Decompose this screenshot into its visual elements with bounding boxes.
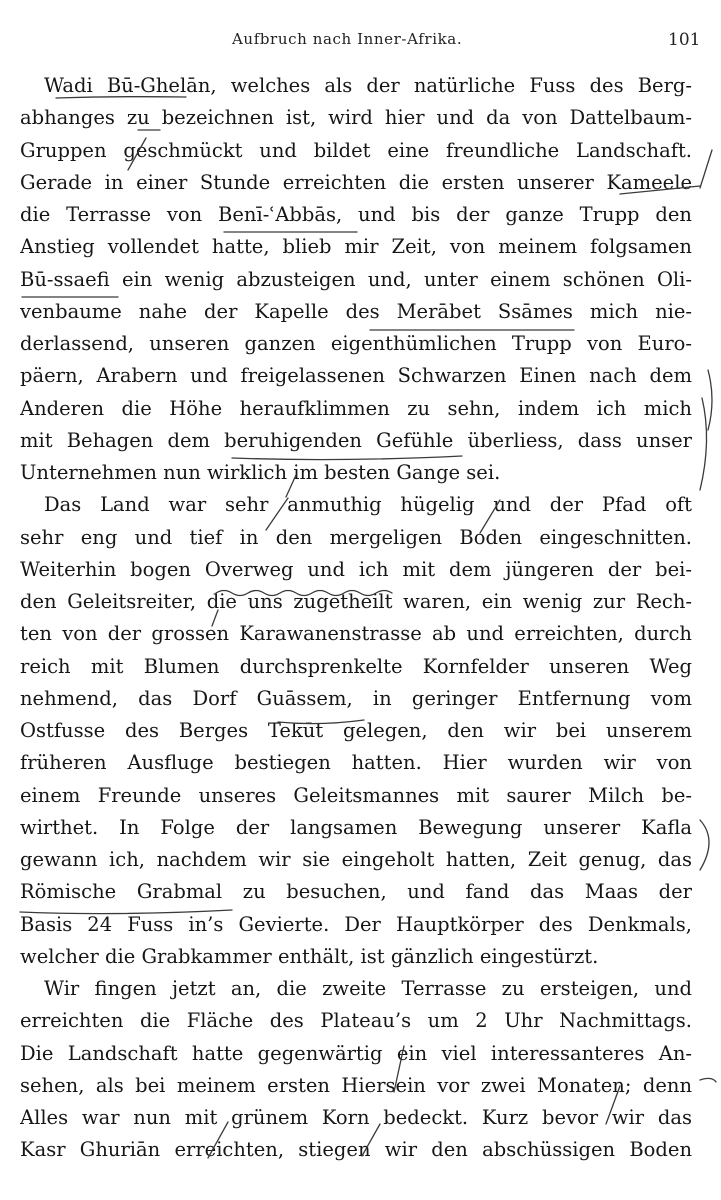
text-line: venbaume nahe der Kapelle des Merābet Ssāmes mich nie- (20, 299, 692, 323)
text-line: Alles war nun mit grünem Korn bedeckt. Kurz bevor wir das (20, 1106, 692, 1129)
text-line: Das Land war sehr anmuthig hügelig und der Pfad oft (44, 493, 692, 517)
text-line: Gruppen geschmückt und bildet eine freundliche Landschaft. (20, 138, 692, 162)
text-line: Wir fingen jetzt an, die zweite Terrasse zu ersteigen, und (44, 977, 692, 1000)
text-line: sehr eng und tief in den mergeligen Boden eingeschnitten. (20, 525, 692, 549)
text-line: mit Behagen dem beruhigenden Gefühle überliess, dass unser (20, 428, 692, 452)
paragraph-3 (20, 973, 692, 1167)
text-line: Unternehmen nun wirklich im besten Gange sei. (20, 461, 501, 484)
text-line: päern, Arabern und freigelassenen Schwarzen Einen nach dem (20, 364, 692, 388)
text-line: Wadi Bū-Ghelān, welches als der natürliche Fuss des Berg- (44, 74, 692, 97)
pencil-bracket (700, 820, 709, 870)
text-line: abhanges zu bezeichnen ist, wird hier und da von Dattelbaum- (20, 106, 692, 130)
paragraph-2 (20, 489, 692, 973)
text-line: die Terrasse von Benī-ʿAbbās, und bis der ganze Trupp den (20, 203, 692, 226)
text-line: gewann ich, nachdem wir sie eingeholt hatten, Zeit genug, das (20, 848, 692, 871)
text-line: ten von der grossen Karawanenstrasse ab und erreichten, durch (20, 622, 692, 646)
text-line: einem Freunde unseres Geleitsmannes mit saurer Milch be- (20, 783, 692, 807)
paragraph-1 (20, 70, 692, 489)
text-line: Gerade in einer Stunde erreichten die ersten unserer Kameele (20, 170, 692, 194)
page-number: 101 (668, 30, 701, 50)
pencil-mark (700, 1078, 716, 1082)
text-line: früheren Ausfluge bestiegen hatten. Hier wurden wir von (20, 751, 692, 775)
text-line: sehen, als bei meinem ersten Hiersein vor zwei Monaten; denn (20, 1073, 692, 1097)
text-line: Ostfusse des Berges Tekūt gelegen, den wir bei unserem (20, 719, 692, 742)
text-line: Römische Grabmal zu besuchen, und fand das Maas der (20, 880, 692, 904)
text-line: Die Landschaft hatte gegenwärtig ein viel interessanteres An- (20, 1041, 692, 1065)
body-text (20, 70, 692, 1167)
text-line: Basis 24 Fuss in’s Gevierte. Der Hauptkörper des Denkmals, (20, 912, 692, 936)
text-line: welcher die Grabkammer enthält, ist gänzlich eingestürzt. (20, 944, 599, 968)
pencil-bracket (700, 398, 707, 490)
text-line: erreichten die Fläche des Plateau’s um 2 Uhr Nachmittags. (20, 1009, 692, 1033)
running-title: Aufbruch nach Inner-Afrika. (232, 30, 463, 48)
text-line: Kasr Ghuriān erreichten, stiegen wir den abschüssigen Boden (20, 1138, 692, 1162)
text-line: wirthet. In Folge der langsamen Bewegung unserer Kafla (20, 815, 692, 839)
text-line: nehmend, das Dorf Guāssem, in geringer Entfernung vom (20, 686, 692, 710)
text-line: Bū-ssaefi ein wenig abzusteigen und, unter einem schönen Oli- (20, 267, 692, 291)
text-line: derlassend, unseren ganzen eigenthümlichen Trupp von Euro- (20, 332, 692, 355)
pencil-bracket (708, 370, 712, 430)
text-line: Weiterhin bogen Overweg und ich mit dem jüngeren der bei- (20, 557, 692, 581)
text-line: reich mit Blumen durchsprenkelte Kornfelder unseren Weg (20, 654, 692, 678)
text-line: Anderen die Höhe heraufklimmen zu sehn, indem ich mich (20, 396, 692, 420)
pencil-slash (700, 150, 712, 188)
text-line: Anstieg vollendet hatte, blieb mir Zeit, von meinem folgsamen (20, 235, 692, 259)
text-line: den Geleitsreiter, die uns zugetheilt waren, ein wenig zur Rech- (20, 590, 692, 613)
